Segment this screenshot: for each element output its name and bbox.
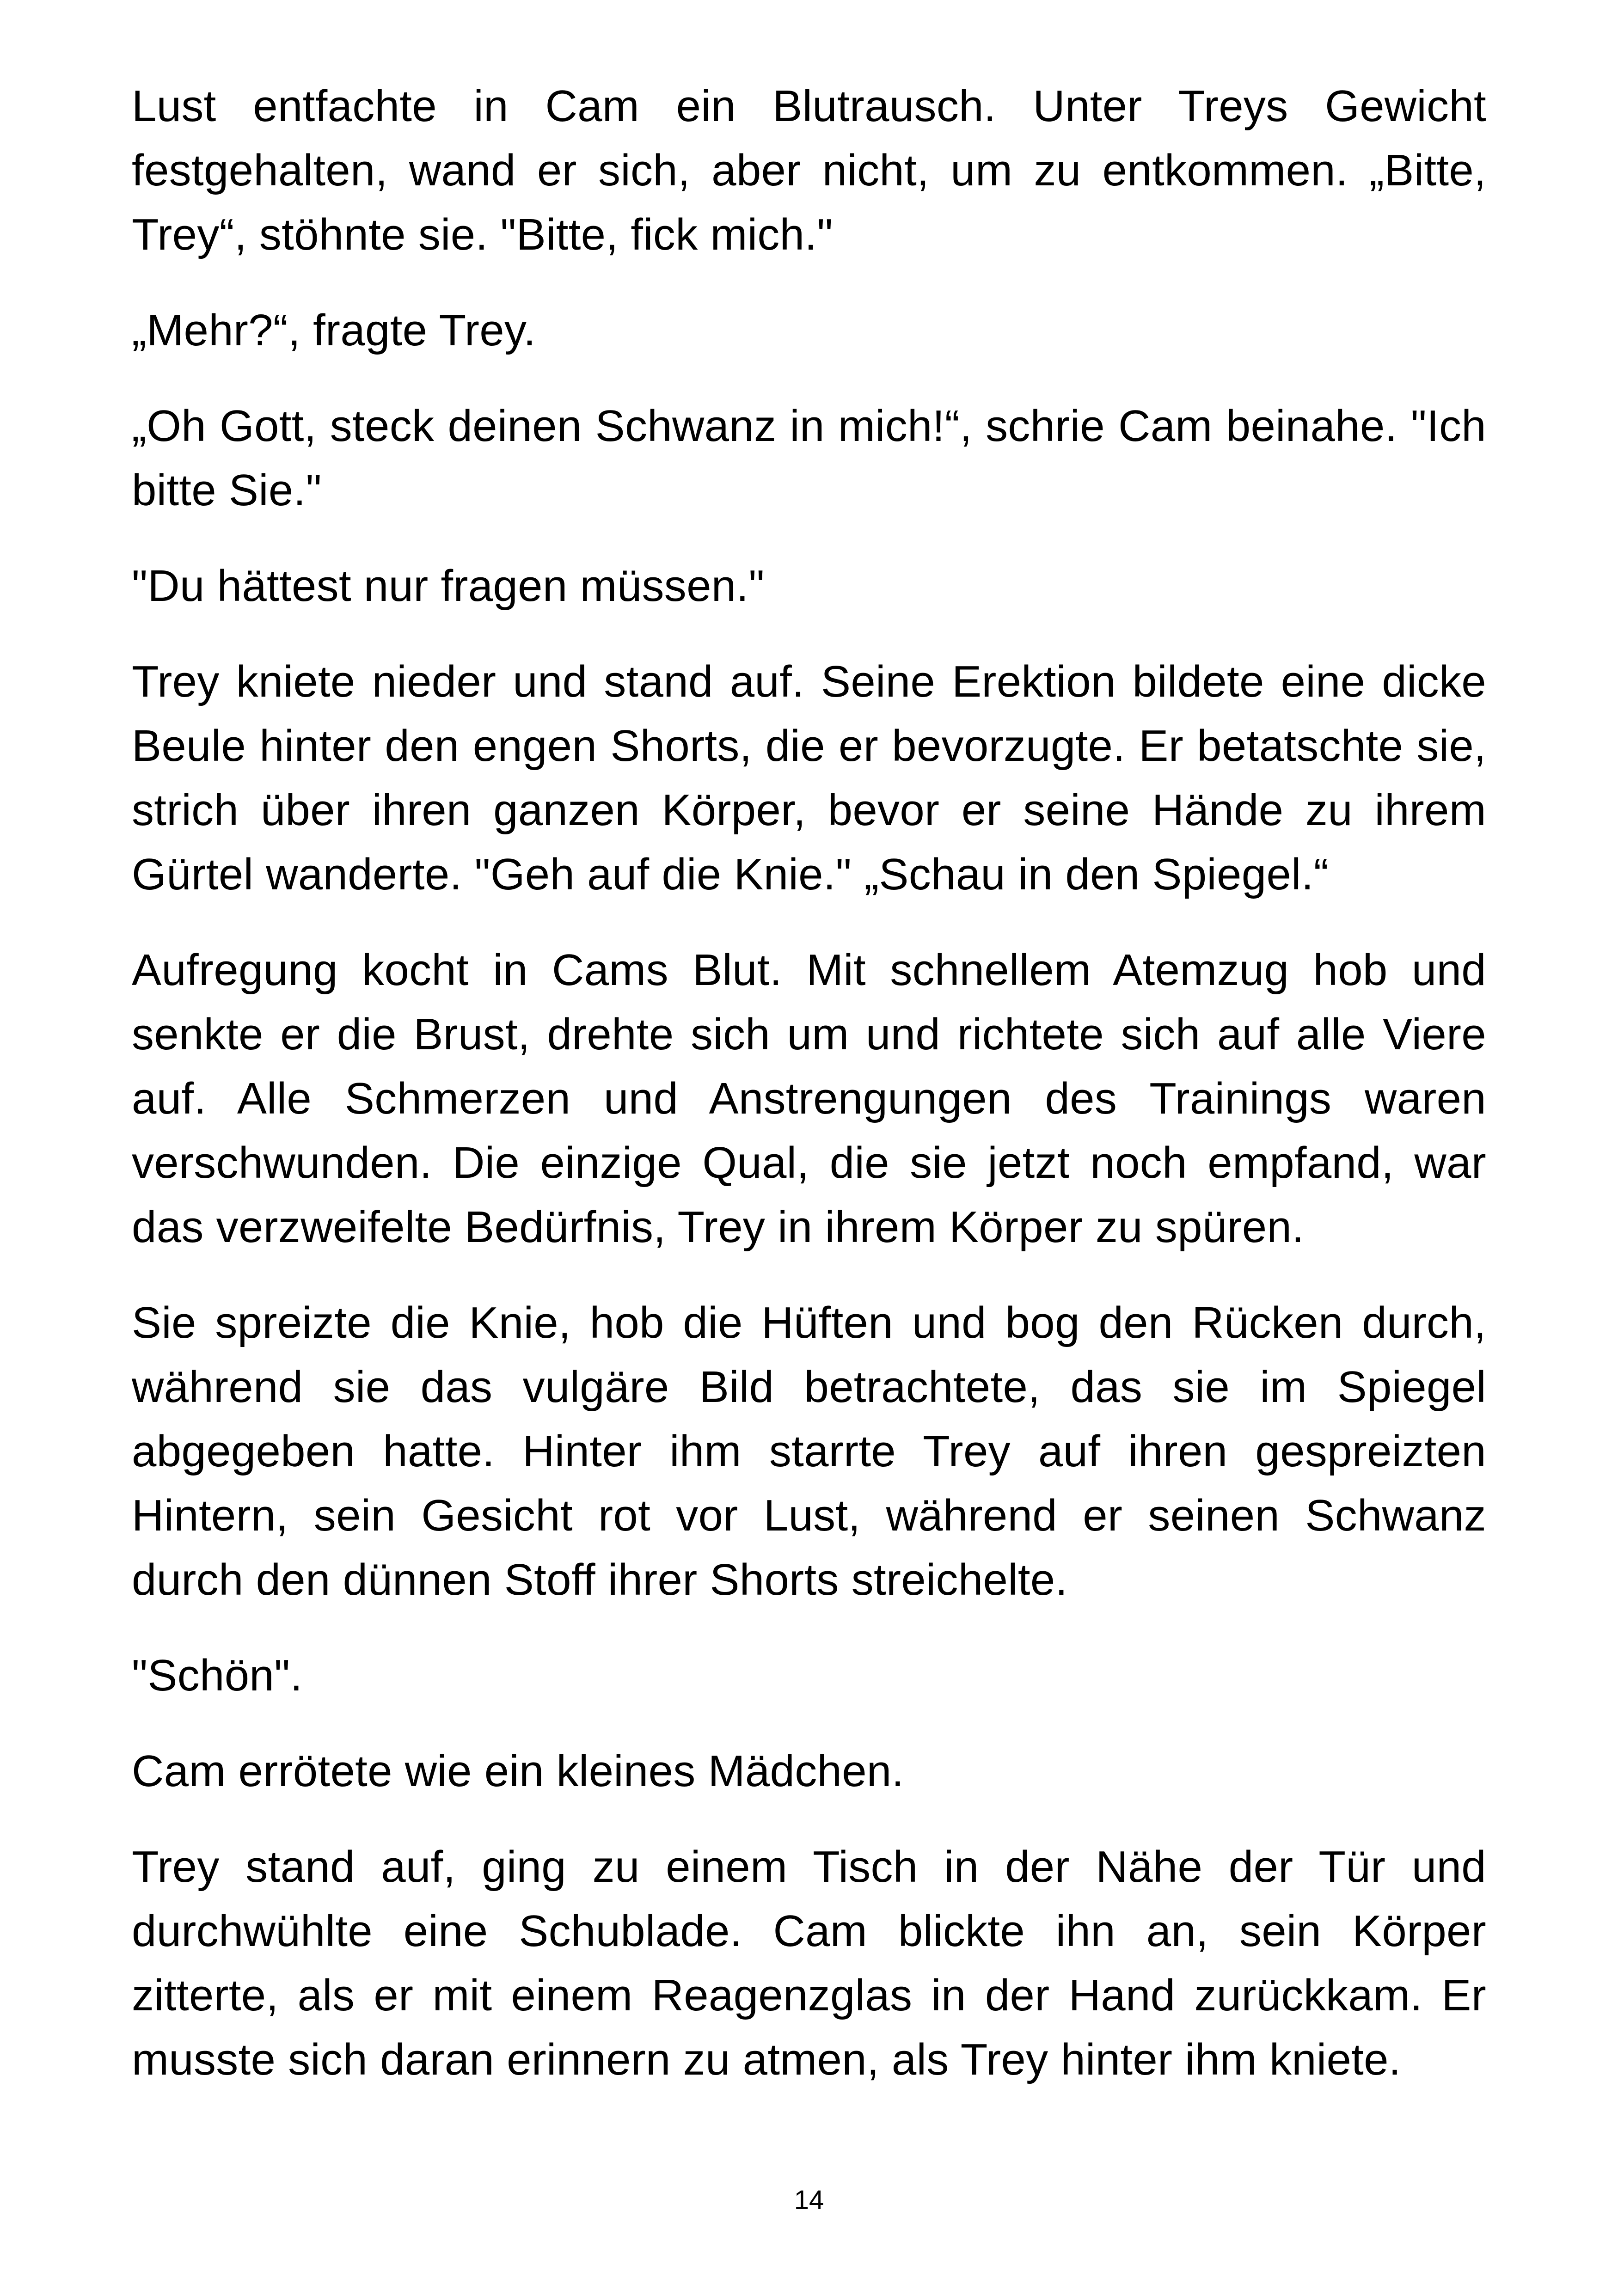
paragraph-5: Trey kniete nieder und stand auf. Seine Erektion bildete eine dicke Beule hinter den engen Shorts, die er bevorzugte. Er betatschte sie, strich über ihren ganzen Körper, bevor er seine Hände zu ihrem Gürtel wanderte. "Geh auf die Knie." „Schau in den Spiegel.“ [132,657,1486,899]
paragraph-3: „Oh Gott, steck deinen Schwanz in mich!“, schrie Cam beinahe. "Ich bitte Sie." [132,401,1486,515]
paragraph-7: Sie spreizte die Knie, hob die Hüften und bog den Rücken durch, während sie das vulgäre Bild betrachtete, das sie im Spiegel abgegeben hatte. Hinter ihm starrte Trey auf ihren gespreizten Hintern, sein Gesicht rot vor Lust, während er seinen Schwanz durch den dünnen Stoff ihrer Shorts streichelte. [132,1298,1486,1604]
paragraph-8: "Schön". [132,1651,303,1700]
paragraph-4: "Du hättest nur fragen müssen." [132,561,765,611]
paragraph-9: Cam errötete wie ein kleines Mädchen. [132,1746,904,1796]
page-number: 14 [794,2185,824,2215]
paragraph-1: Lust entfachte in Cam ein Blutrausch. Unter Treys Gewicht festgehalten, wand er sich, aber nicht, um zu entkommen. „Bitte, Trey“, stöhnte sie. "Bitte, fick mich." [132,81,1486,259]
paragraph-10: Trey stand auf, ging zu einem Tisch in der Nähe der Tür und durchwühlte eine Schublade. Cam blickte ihn an, sein Körper zitterte, als er mit einem Reagenzglas in der Hand zurückkam. Er musste sich daran erinnern zu atmen, als Trey hinter ihm kniete. [132,1842,1486,2084]
paragraph-2: „Mehr?“, fragte Trey. [132,306,536,355]
page-body [132,74,1486,2123]
paragraph-6: Aufregung kocht in Cams Blut. Mit schnellem Atemzug hob und senkte er die Brust, drehte sich um und richtete sich auf alle Viere auf. Alle Schmerzen und Anstrengungen des Trainings waren verschwunden. Die einzige Qual, die sie jetzt noch empfand, war das verzweifelte Bedürfnis, Trey in ihrem Körper zu spüren. [132,945,1486,1252]
